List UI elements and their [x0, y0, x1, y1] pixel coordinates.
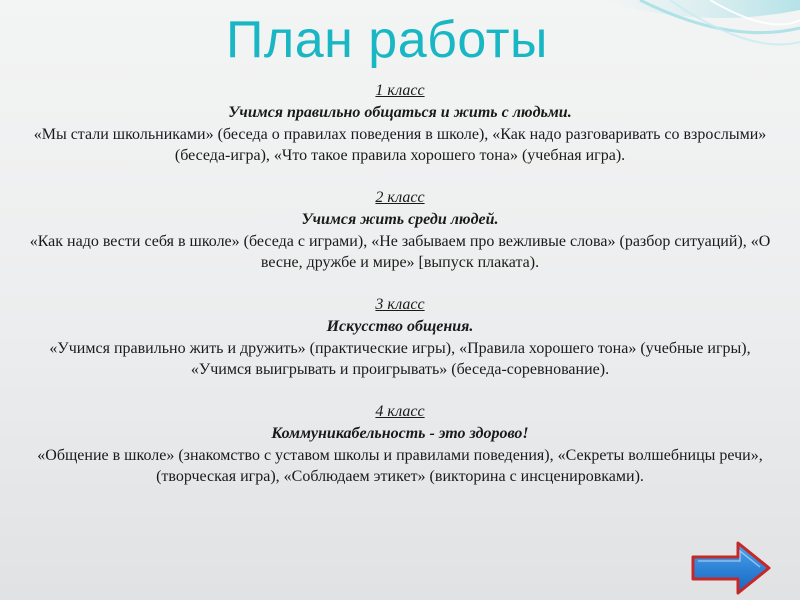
grade-3-block — [18, 294, 782, 380]
grade-1-block — [18, 80, 782, 166]
topic-heading: Коммуникабельность - это здорово! — [271, 425, 529, 442]
lesson-plan — [18, 80, 782, 508]
topic-description: «Общение в школе» (знакомство с уставом школы и правилами поведения), «Секреты волшебницы речи», (творческая игра), «Соблюдаем этикет» (викторина с инсценировками). — [37, 447, 763, 485]
topic-description: «Мы стали школьниками» (беседа о правилах поведения в школе), «Как надо разговаривать со взрослыми» (беседа-игра), «Что такое правила хорошего тона» (учебная игра). — [33, 126, 767, 164]
grade-heading: 3 класс — [375, 296, 425, 313]
topic-heading: Учимся правильно общаться и жить с людьми. — [228, 104, 572, 121]
grade-heading: 1 класс — [375, 82, 425, 99]
topic-heading: Искусство общения. — [326, 318, 474, 335]
topic-description: «Учимся правильно жить и дружить» (практические игры), «Правила хорошего тона» (учебные игры), «Учимся выигрывать и проигрывать» (беседа-соревнование). — [49, 340, 751, 378]
topic-description: «Как надо вести себя в школе» (беседа с играми), «Не забываем про вежливые слова» (разбор ситуаций), «О весне, дружбе и мире» [выпуск плаката). — [29, 233, 771, 271]
grade-heading: 4 класс — [375, 403, 425, 420]
slide-title: План работы — [226, 11, 548, 69]
corner-decoration — [580, 0, 800, 90]
topic-heading: Учимся жить среди людей. — [301, 211, 499, 228]
right-arrow-icon[interactable] — [690, 540, 772, 596]
grade-2-block — [18, 187, 782, 273]
grade-heading: 2 класс — [375, 189, 425, 206]
grade-4-block — [18, 401, 782, 487]
